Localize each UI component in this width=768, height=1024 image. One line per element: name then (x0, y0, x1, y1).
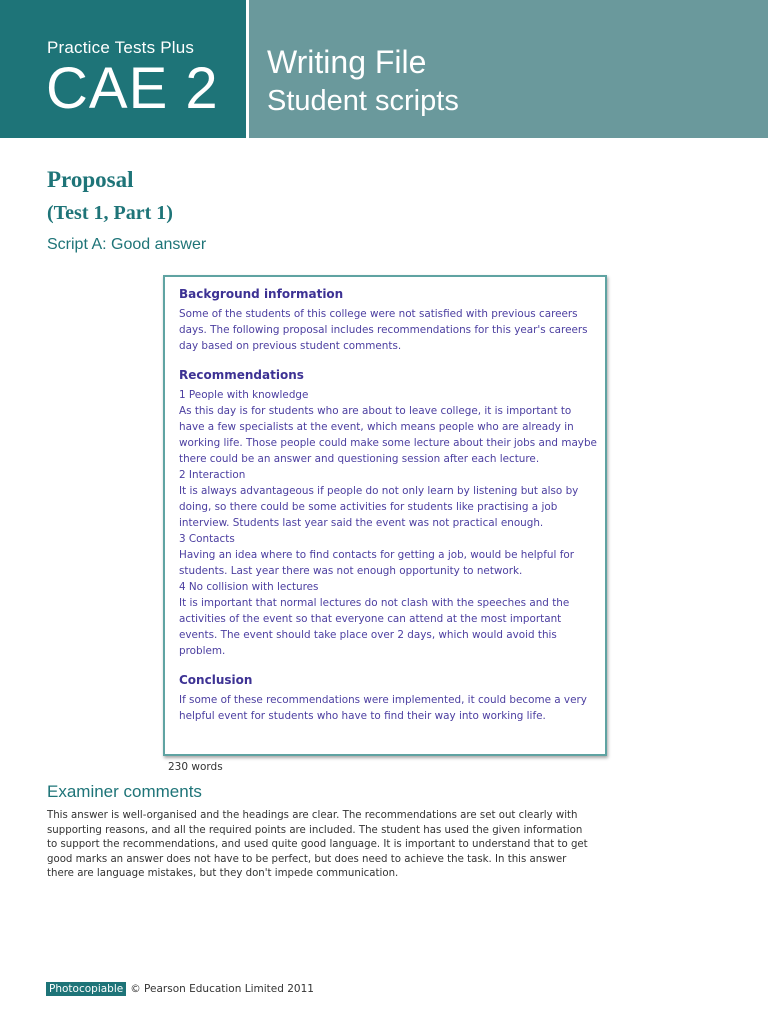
page-part: (Test 1, Part 1) (47, 202, 173, 224)
section-subtitle: Student scripts (267, 85, 459, 117)
background-text: Some of the students of this college were not satisfied with previous careers days. The following proposal includes recommendations for this year's careers day based on previous student comments. (179, 308, 588, 352)
conclusion-text: If some of these recommendations were implemented, it could become a very helpful event for students who have to find their way into working life. (179, 694, 587, 722)
footer (46, 982, 314, 996)
recommendation-text: As this day is for students who are about to leave college, it is important to have a few specialists at the event, which means people who are already in working life. Those people could make some lecture about their jobs and maybe there could be an answer and questioning session after each lecture. (179, 405, 597, 465)
recommendation-text: Having an idea where to find contacts for getting a job, would be helpful for students. Last year there was not enough opportunity to network. (179, 549, 574, 577)
recommendations-heading: Recommendations (179, 368, 304, 382)
photocopiable-badge: Photocopiable (46, 982, 126, 996)
examiner-comments-text: This answer is well-organised and the headings are clear. The recommendations are set out clearly with supporting reasons, and all the required points are included. The student has used the given information to support the recommendations, and used quite good language. It is important to understand that to get good marks an answer does not have to be perfect, but does need to achieve the task. In this answer there are language mistakes, but they don't impede communication. (47, 810, 588, 879)
book-title: CAE 2 (46, 56, 219, 121)
header-series-panel (0, 0, 246, 138)
recommendation-title: 4 No collision with lectures (179, 581, 319, 593)
recommendation-title: 2 Interaction (179, 469, 246, 481)
examiner-comments-title: Examiner comments (47, 782, 202, 801)
recommendation-text: It is always advantageous if people do not only learn by listening but also by doing, so there could be some activities for students like practising a job interview. Students last year said the event was not practical enough. (179, 485, 579, 529)
header-section-panel (249, 0, 768, 138)
page-title: Proposal (47, 167, 134, 192)
copyright-text: © Pearson Education Limited 2011 (130, 983, 314, 995)
recommendation-text: It is important that normal lectures do not clash with the speeches and the activities of the event so that everyone can attend at the most important events. The event should take place over 2 days, which would avoid this problem. (179, 597, 570, 657)
section-title: Writing File (267, 44, 427, 80)
word-count: 230 words (168, 761, 223, 773)
student-script-box (163, 275, 607, 756)
script-label: Script A: Good answer (47, 236, 207, 253)
recommendation-title: 1 People with knowledge (179, 389, 309, 401)
recommendation-title: 3 Contacts (179, 533, 235, 545)
conclusion-heading: Conclusion (179, 673, 253, 687)
background-heading: Background information (179, 287, 344, 301)
series-name: Practice Tests Plus (47, 38, 195, 57)
